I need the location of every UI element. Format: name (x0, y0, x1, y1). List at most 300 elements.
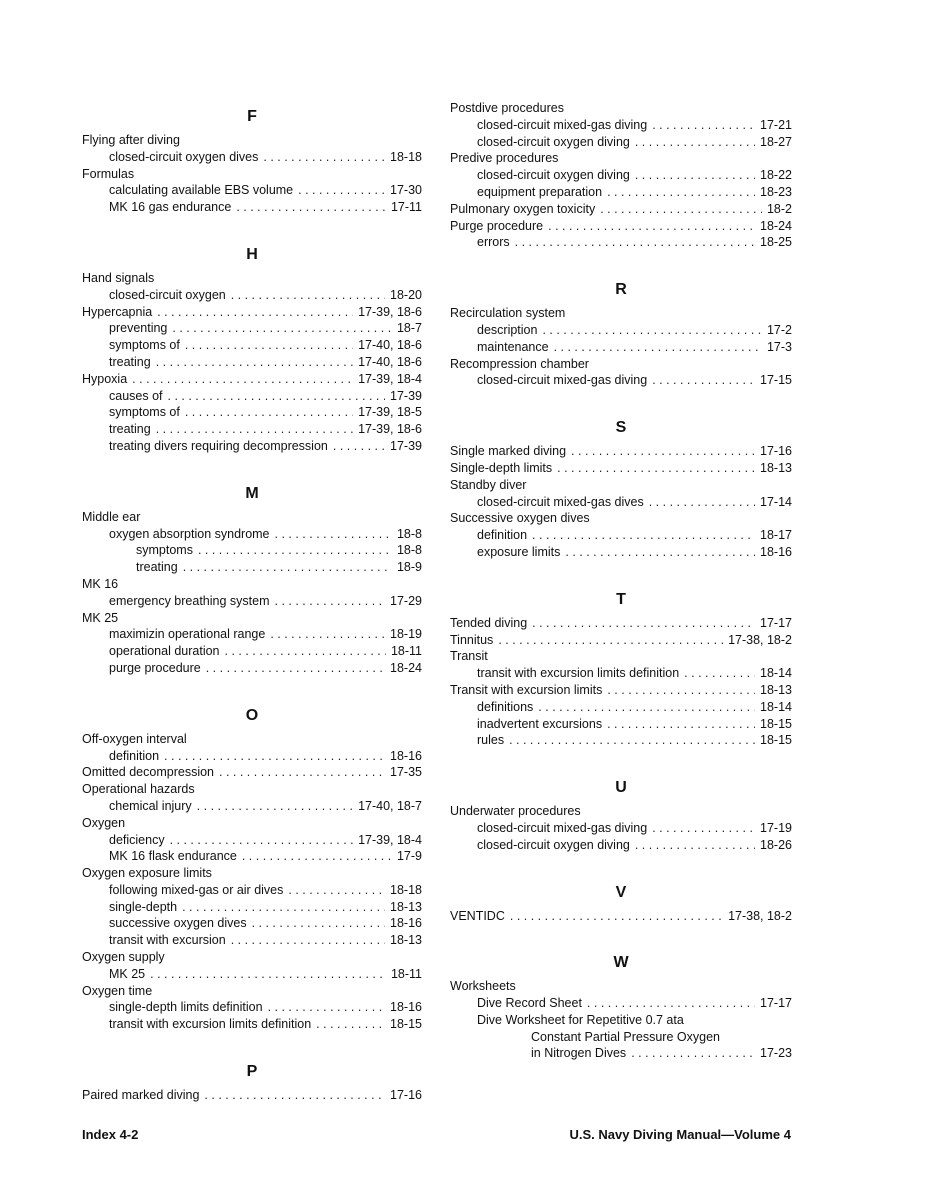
index-entry (82, 149, 422, 166)
index-entry-term: Oxygen time (82, 983, 153, 998)
dot-leader (183, 559, 392, 576)
index-entry-term: Tinnitus (450, 632, 494, 647)
index-entry-page-ref: 18-11 (390, 966, 422, 981)
index-column-right (450, 100, 792, 1062)
index-entry (450, 978, 792, 995)
index-entry-term: MK 16 gas endurance (109, 200, 232, 215)
dot-leader (600, 201, 762, 218)
dot-leader (635, 167, 755, 184)
index-entry-page-ref: 18-17 (760, 528, 792, 543)
index-entry (82, 643, 422, 660)
index-entry (450, 648, 792, 665)
dot-leader (168, 388, 386, 405)
index-entry-term: oxygen absorption syndrome (109, 526, 270, 541)
index-entry-term: Formulas (82, 166, 135, 181)
dot-leader (532, 615, 755, 632)
index-entry (82, 509, 422, 526)
dot-leader (631, 1045, 755, 1062)
dot-leader (185, 404, 353, 421)
index-entry (450, 820, 792, 837)
index-entry (450, 716, 792, 733)
dot-leader (219, 764, 385, 781)
index-entry (82, 542, 422, 559)
index-entry (82, 915, 422, 932)
index-entry-page-ref: 17-15 (760, 373, 792, 388)
dot-leader (242, 848, 392, 865)
dot-leader (275, 593, 386, 610)
index-entry-term: Recompression chamber (450, 356, 589, 371)
index-entry-term: closed-circuit oxygen diving (477, 134, 630, 149)
section-letter-heading: M (245, 484, 259, 502)
index-entry-page-ref: 18-24 (760, 218, 792, 233)
index-entry (82, 798, 422, 815)
dot-leader (231, 287, 385, 304)
index-entry-page-ref: 18-13 (760, 460, 792, 475)
index-entry-term: Dive Worksheet for Repetitive 0.7 ata (477, 1012, 684, 1027)
index-entry-term: chemical injury (109, 798, 192, 813)
index-entry (450, 443, 792, 460)
index-entry (82, 270, 422, 287)
index-entry-page-ref: 18-13 (390, 899, 422, 914)
index-entry (82, 932, 422, 949)
index-entry-term: definitions (477, 699, 534, 714)
index-entry-term: Purge procedure (450, 218, 544, 233)
section-letter-heading: T (616, 590, 626, 608)
index-entry-page-ref: 17-39, 18-6 (358, 304, 422, 319)
index-entry-term: closed-circuit mixed-gas diving (477, 117, 648, 132)
index-entry-page-ref: 18-16 (760, 544, 792, 559)
index-entry-term: closed-circuit oxygen dives (109, 149, 259, 164)
section-letter-heading: V (615, 883, 627, 901)
dot-leader (557, 460, 755, 477)
dot-leader (263, 149, 385, 166)
dot-leader (548, 218, 755, 235)
dot-leader (236, 199, 386, 216)
index-entry-term: closed-circuit oxygen (109, 287, 226, 302)
index-entry-term: transit with excursion (109, 933, 226, 948)
index-entry (82, 983, 422, 1000)
index-entry-term: Pulmonary oxygen toxicity (450, 201, 596, 216)
dot-leader (268, 999, 385, 1016)
section-gap (82, 216, 422, 238)
footer-page-label: Index 4-2 (82, 1127, 139, 1142)
dot-leader (164, 748, 385, 765)
index-entry-page-ref: 17-39 (390, 388, 422, 403)
section-gap (450, 561, 792, 583)
index-entry-page-ref: 17-11 (390, 200, 422, 215)
dot-leader (156, 354, 353, 371)
index-entry-term: MK 16 flask endurance (109, 849, 237, 864)
index-entry (82, 593, 422, 610)
section-gap (82, 455, 422, 477)
index-entry-page-ref: 18-23 (760, 184, 792, 199)
dot-leader (498, 632, 723, 649)
index-entry-term: treating (136, 560, 178, 575)
index-entry-term: MK 25 (109, 966, 146, 981)
index-entry (450, 510, 792, 527)
index-entry-term: closed-circuit oxygen diving (477, 168, 630, 183)
index-entry-page-ref: 17-39 (390, 438, 422, 453)
index-entry (450, 1029, 792, 1046)
index-entry (450, 100, 792, 117)
index-entry (82, 848, 422, 865)
index-entry (82, 304, 422, 321)
index-entry-page-ref: 18-16 (390, 1000, 422, 1015)
index-entry-term: purge procedure (109, 660, 201, 675)
index-entry (450, 837, 792, 854)
index-entry (82, 731, 422, 748)
index-entry (82, 899, 422, 916)
index-entry-page-ref: 17-19 (760, 820, 792, 835)
index-entry-page-ref: 18-8 (396, 526, 422, 541)
section-letter-heading: H (246, 245, 258, 263)
index-entry-term: Hypoxia (82, 371, 128, 386)
index-entry (82, 1016, 422, 1033)
index-entry (82, 949, 422, 966)
index-entry-term: Flying after diving (82, 133, 180, 147)
index-entry-page-ref: 18-25 (760, 235, 792, 250)
index-entry-term: maximizin operational range (109, 627, 266, 642)
index-entry-page-ref: 18-2 (766, 201, 792, 216)
dot-leader (185, 337, 353, 354)
index-entry-term: transit with excursion limits definition (477, 666, 680, 681)
index-entry-page-ref: 17-14 (760, 494, 792, 509)
index-entry (450, 732, 792, 749)
index-entry (82, 371, 422, 388)
index-entry-page-ref: 18-11 (390, 644, 422, 659)
index-entry-page-ref: 18-15 (760, 716, 792, 731)
index-entry-term: closed-circuit mixed-gas diving (477, 373, 648, 388)
index-entry-term: Predive procedures (450, 151, 559, 166)
index-entry-term: Standby diver (450, 477, 527, 492)
index-entry (450, 699, 792, 716)
index-entry (82, 132, 422, 149)
dot-leader (652, 372, 755, 389)
index-entry-term: Off-oxygen interval (82, 731, 187, 746)
index-entry (82, 865, 422, 882)
index-entry (450, 356, 792, 373)
section-letter-heading: U (615, 779, 627, 797)
dot-leader (509, 732, 755, 749)
index-entry-term: Single marked diving (450, 444, 567, 459)
index-entry-term: symptoms of (109, 338, 180, 353)
index-entry-term: Constant Partial Pressure Oxygen (531, 1029, 720, 1044)
dot-leader (225, 643, 386, 660)
index-entry-term: Oxygen (82, 815, 126, 830)
dot-leader (156, 421, 353, 438)
dot-leader (532, 527, 755, 544)
index-entry-term: successive oxygen dives (109, 916, 247, 931)
index-entry-term: Oxygen exposure limits (82, 866, 212, 881)
index-entry-page-ref: 17-40, 18-6 (358, 354, 422, 369)
dot-leader (635, 837, 755, 854)
index-entry-term: emergency breathing system (109, 593, 270, 608)
index-entry-page-ref: 18-13 (760, 682, 792, 697)
index-entry-term: inadvertent excursions (477, 716, 603, 731)
dot-leader (684, 665, 755, 682)
dot-leader (515, 234, 755, 251)
index-entry (450, 134, 792, 151)
index-entry-term: preventing (109, 321, 168, 336)
index-entry (82, 354, 422, 371)
index-entry-term: Underwater procedures (450, 804, 581, 819)
index-entry (82, 882, 422, 899)
index-entry-page-ref: 17-2 (766, 322, 792, 337)
index-entry-page-ref: 17-40, 18-6 (358, 338, 422, 353)
section-gap (450, 924, 792, 946)
dot-leader (231, 932, 385, 949)
index-entry-page-ref: 17-3 (766, 339, 792, 354)
dot-leader (204, 1087, 385, 1104)
index-entry (450, 1012, 792, 1029)
index-entry (82, 815, 422, 832)
section-gap (82, 677, 422, 699)
index-entry (82, 748, 422, 765)
index-entry-page-ref: 18-20 (390, 287, 422, 302)
index-entry-term: Paired marked diving (82, 1088, 200, 1103)
index-entry-term: Omitted decompression (82, 765, 215, 780)
section-gap (450, 251, 792, 273)
section-gap (450, 854, 792, 876)
index-entry-term: VENTIDC (450, 908, 505, 923)
index-entry-term: Hypercapnia (82, 304, 153, 319)
index-entry-page-ref: 18-24 (390, 660, 422, 675)
index-entry (82, 320, 422, 337)
index-entry-page-ref: 17-23 (760, 1046, 792, 1061)
index-entry (82, 337, 422, 354)
footer-manual-title: U.S. Navy Diving Manual—Volume 4 (569, 1127, 791, 1142)
dot-leader (333, 438, 385, 455)
index-entry (82, 421, 422, 438)
index-entry-term: description (477, 322, 538, 337)
index-entry-term: Transit (450, 649, 488, 664)
index-entry-page-ref: 17-16 (760, 444, 792, 459)
index-entry-page-ref: 18-9 (396, 560, 422, 575)
index-entry (450, 234, 792, 251)
index-entry (450, 908, 792, 925)
index-entry-page-ref: 17-21 (760, 117, 792, 132)
index-entry (82, 199, 422, 216)
index-entry-page-ref: 17-38, 18-2 (728, 632, 792, 647)
index-entry-term: treating divers requiring decompression (109, 438, 328, 453)
index-entry (82, 287, 422, 304)
index-entry-term: Single-depth limits (450, 460, 553, 475)
index-entry-term: closed-circuit oxygen diving (477, 837, 630, 852)
index-entry-term: treating (109, 422, 151, 437)
index-entry-page-ref: 17-35 (390, 765, 422, 780)
dot-leader (607, 682, 755, 699)
index-entry-page-ref: 17-17 (760, 996, 792, 1011)
dot-leader (298, 182, 385, 199)
index-entry-page-ref: 17-16 (390, 1088, 422, 1103)
index-entry-page-ref: 18-7 (396, 321, 422, 336)
dot-leader (198, 542, 392, 559)
index-entry-term: treating (109, 354, 151, 369)
index-entry (450, 150, 792, 167)
dot-leader (652, 117, 755, 134)
index-entry-term: exposure limits (477, 544, 561, 559)
index-entry-term: Postdive procedures (450, 101, 564, 115)
dot-leader (288, 882, 385, 899)
index-entry (82, 832, 422, 849)
index-entry-term: definition (477, 528, 528, 543)
index-entry-page-ref: 17-17 (760, 615, 792, 630)
index-entry-term: Middle ear (82, 509, 141, 524)
dot-leader (554, 339, 762, 356)
index-entry (450, 372, 792, 389)
index-entry-term: calculating available EBS volume (109, 183, 294, 198)
dot-leader (157, 304, 353, 321)
index-entry-page-ref: 18-18 (390, 149, 422, 164)
section-letter-heading: R (615, 281, 627, 299)
index-entry (82, 166, 422, 183)
index-entry-term: Recirculation system (450, 306, 566, 321)
dot-leader (206, 660, 385, 677)
index-entry (450, 339, 792, 356)
index-entry (82, 576, 422, 593)
index-entry (450, 305, 792, 322)
dot-leader (571, 443, 755, 460)
index-entry-page-ref: 17-39, 18-5 (358, 405, 422, 420)
dot-leader (316, 1016, 385, 1033)
index-entry-term: rules (477, 733, 505, 748)
index-entry-page-ref: 18-13 (390, 933, 422, 948)
index-entry (82, 660, 422, 677)
index-entry (82, 182, 422, 199)
index-entry (450, 995, 792, 1012)
section-gap (82, 1033, 422, 1055)
index-entry-term: symptoms (136, 543, 193, 558)
index-entry-term: definition (109, 748, 160, 763)
index-entry-term: single-depth (109, 899, 178, 914)
index-entry-term: Successive oxygen dives (450, 511, 590, 526)
index-entry-term: in Nitrogen Dives (531, 1046, 627, 1061)
index-entry-term: closed-circuit mixed-gas dives (477, 494, 644, 509)
index-entry-page-ref: 18-18 (390, 882, 422, 897)
index-entry-term: MK 16 (82, 576, 119, 591)
index-entry (450, 1045, 792, 1062)
dot-leader (538, 699, 755, 716)
dot-leader (649, 494, 755, 511)
index-entry (82, 404, 422, 421)
index-entry (82, 1087, 422, 1104)
index-entry (82, 999, 422, 1016)
index-entry (450, 615, 792, 632)
dot-leader (275, 526, 392, 543)
index-entry-term: operational duration (109, 644, 220, 659)
index-column-left (82, 100, 422, 1104)
index-entry-term: closed-circuit mixed-gas diving (477, 820, 648, 835)
index-entry-term: MK 25 (82, 610, 119, 625)
index-entry-page-ref: 17-9 (396, 849, 422, 864)
section-letter-heading: S (615, 419, 627, 437)
index-entry-term: transit with excursion limits definition (109, 1017, 312, 1032)
index-entry (450, 632, 792, 649)
index-entry (450, 494, 792, 511)
index-entry-page-ref: 18-14 (760, 699, 792, 714)
index-entry-page-ref: 18-16 (390, 916, 422, 931)
index-entry-term: Tended diving (450, 615, 528, 630)
dot-leader (197, 798, 353, 815)
index-entry-term: Hand signals (82, 270, 155, 285)
dot-leader (565, 544, 755, 561)
section-letter-heading: W (613, 954, 629, 972)
index-entry-term: Oxygen supply (82, 950, 165, 965)
section-letter-heading: F (247, 108, 257, 125)
index-entry-page-ref: 17-39, 18-4 (358, 832, 422, 847)
index-entry-term: symptoms of (109, 405, 180, 420)
index-entry-term: equipment preparation (477, 184, 603, 199)
index-entry (450, 167, 792, 184)
index-entry-term: causes of (109, 388, 163, 403)
dot-leader (132, 371, 353, 388)
dot-leader (607, 184, 755, 201)
index-entry-page-ref: 18-19 (390, 627, 422, 642)
dot-leader (252, 915, 385, 932)
dot-leader (182, 899, 385, 916)
index-entry (450, 544, 792, 561)
index-entry (450, 682, 792, 699)
index-entry (450, 117, 792, 134)
index-entry-page-ref: 18-26 (760, 837, 792, 852)
index-entry (82, 966, 422, 983)
index-entry (450, 527, 792, 544)
index-entry (450, 665, 792, 682)
index-entry-term: deficiency (109, 832, 165, 847)
index-entry-page-ref: 17-38, 18-2 (728, 908, 792, 923)
index-entry-page-ref: 18-15 (760, 733, 792, 748)
index-entry-term: following mixed-gas or air dives (109, 882, 284, 897)
index-entry-page-ref: 18-16 (390, 748, 422, 763)
dot-leader (270, 626, 385, 643)
index-entry-page-ref: 18-14 (760, 666, 792, 681)
dot-leader (587, 995, 755, 1012)
index-entry (450, 803, 792, 820)
index-entry-term: errors (477, 235, 510, 250)
index-entry (82, 781, 422, 798)
dot-leader (150, 966, 386, 983)
index-entry-term: Operational hazards (82, 782, 195, 797)
dot-leader (172, 320, 392, 337)
index-entry-page-ref: 18-27 (760, 134, 792, 149)
index-entry (82, 438, 422, 455)
dot-leader (607, 716, 755, 733)
index-entry-page-ref: 17-29 (390, 593, 422, 608)
index-entry-page-ref: 18-15 (390, 1017, 422, 1032)
index-entry (82, 388, 422, 405)
dot-leader (542, 322, 762, 339)
index-entry (450, 218, 792, 235)
index-entry (450, 322, 792, 339)
index-entry (450, 477, 792, 494)
section-letter-heading: O (245, 706, 259, 724)
index-entry (82, 526, 422, 543)
section-letter-heading: P (246, 1063, 258, 1081)
dot-leader (170, 832, 353, 849)
index-entry (82, 559, 422, 576)
index-entry (82, 764, 422, 781)
index-entry-page-ref: 17-39, 18-6 (358, 422, 422, 437)
dot-leader (635, 134, 755, 151)
index-entry (82, 626, 422, 643)
dot-leader (652, 820, 755, 837)
index-entry-page-ref: 18-8 (396, 543, 422, 558)
index-entry-term: Dive Record Sheet (477, 996, 582, 1011)
section-gap (450, 389, 792, 411)
index-entry (82, 610, 422, 627)
index-entry-page-ref: 17-39, 18-4 (358, 371, 422, 386)
index-entry-page-ref: 18-22 (760, 168, 792, 183)
